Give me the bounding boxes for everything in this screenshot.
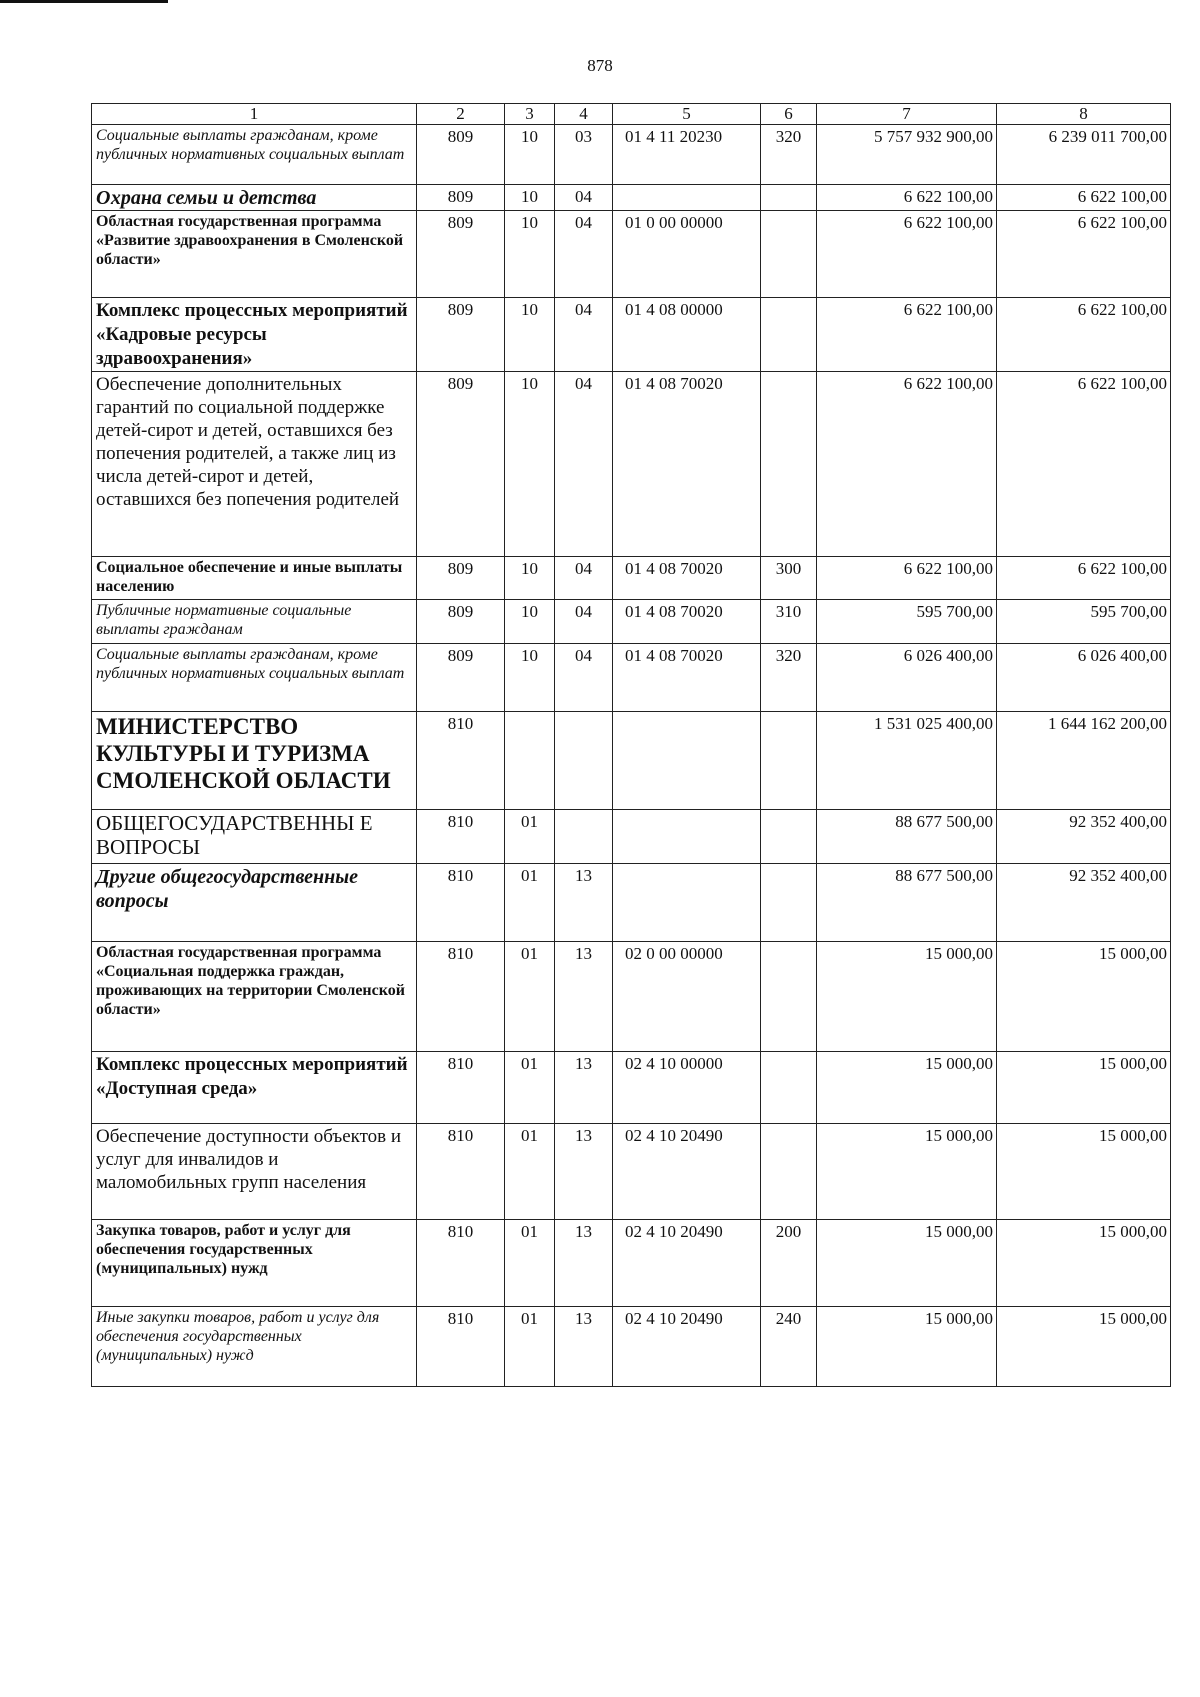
row-admin-code: 809 (417, 557, 505, 600)
row-description: Охрана семьи и детства (92, 185, 417, 211)
row-admin-code: 810 (417, 1307, 505, 1387)
row-target-article: 01 4 08 70020 (613, 557, 761, 600)
row-amount-year1: 15 000,00 (817, 1307, 997, 1387)
row-expense-type: 200 (761, 1220, 817, 1307)
row-admin-code: 809 (417, 211, 505, 298)
row-admin-code: 809 (417, 125, 505, 185)
row-target-article: 01 4 11 20230 (613, 125, 761, 185)
row-expense-type (761, 185, 817, 211)
header-row (92, 104, 1171, 125)
row-description: ОБЩЕГОСУДАРСТВЕННЫ Е ВОПРОСЫ (92, 810, 417, 864)
row-subsection-code: 13 (555, 1124, 613, 1220)
row-amount-year2: 595 700,00 (997, 600, 1171, 644)
row-section-code: 01 (505, 1307, 555, 1387)
row-expense-type (761, 942, 817, 1052)
row-section-code (505, 712, 555, 810)
row-description: Обеспечение доступности объектов и услуг для инвалидов и маломобильных групп населения (92, 1124, 417, 1220)
row-subsection-code: 04 (555, 644, 613, 712)
row-target-article: 01 4 08 70020 (613, 600, 761, 644)
row-amount-year2: 6 622 100,00 (997, 298, 1171, 372)
table-row (92, 1052, 1171, 1124)
row-expense-type (761, 1052, 817, 1124)
row-amount-year1: 595 700,00 (817, 600, 997, 644)
row-target-article (613, 810, 761, 864)
row-description: Областная государственная программа «Развитие здравоохранения в Смоленской области» (92, 211, 417, 298)
row-amount-year2: 6 622 100,00 (997, 557, 1171, 600)
row-amount-year2: 15 000,00 (997, 1220, 1171, 1307)
row-description: Социальные выплаты гражданам, кроме публичных нормативных социальных выплат (92, 644, 417, 712)
row-subsection-code: 04 (555, 211, 613, 298)
row-subsection-code: 13 (555, 864, 613, 942)
table-row (92, 211, 1171, 298)
row-amount-year1: 1 531 025 400,00 (817, 712, 997, 810)
row-expense-type (761, 712, 817, 810)
row-amount-year2: 6 622 100,00 (997, 211, 1171, 298)
row-amount-year2: 15 000,00 (997, 1307, 1171, 1387)
header-cell-7: 7 (817, 104, 997, 125)
table-row (92, 600, 1171, 644)
row-subsection-code: 04 (555, 372, 613, 557)
row-subsection-code: 04 (555, 298, 613, 372)
row-admin-code: 809 (417, 298, 505, 372)
row-admin-code: 810 (417, 1220, 505, 1307)
row-expense-type (761, 864, 817, 942)
row-description: Обеспечение дополнительных гарантий по социальной поддержке детей-сирот и детей, оставшихся без попечения родителей, а также лиц из числа детей-сирот и детей, оставшихся без попечения родителей (92, 372, 417, 557)
row-amount-year2: 6 239 011 700,00 (997, 125, 1171, 185)
row-description: Комплекс процессных мероприятий «Доступная среда» (92, 1052, 417, 1124)
row-section-code: 01 (505, 1124, 555, 1220)
row-amount-year1: 6 622 100,00 (817, 185, 997, 211)
header-cell-3: 3 (505, 104, 555, 125)
table-row (92, 810, 1171, 864)
row-section-code: 10 (505, 557, 555, 600)
table-row (92, 864, 1171, 942)
row-amount-year1: 15 000,00 (817, 942, 997, 1052)
row-description: Социальные выплаты гражданам, кроме публичных нормативных социальных выплат (92, 125, 417, 185)
row-amount-year2: 1 644 162 200,00 (997, 712, 1171, 810)
row-admin-code: 810 (417, 1124, 505, 1220)
row-target-article: 02 4 10 20490 (613, 1220, 761, 1307)
row-expense-type (761, 298, 817, 372)
row-expense-type: 300 (761, 557, 817, 600)
row-amount-year1: 15 000,00 (817, 1052, 997, 1124)
row-target-article: 02 4 10 20490 (613, 1124, 761, 1220)
table-row (92, 712, 1171, 810)
budget-table (91, 103, 1171, 1387)
row-amount-year2: 15 000,00 (997, 1052, 1171, 1124)
header-cell-6: 6 (761, 104, 817, 125)
table-row (92, 557, 1171, 600)
row-section-code: 10 (505, 185, 555, 211)
row-subsection-code (555, 810, 613, 864)
row-amount-year2: 6 026 400,00 (997, 644, 1171, 712)
row-subsection-code: 13 (555, 942, 613, 1052)
top-edge-rule (0, 0, 168, 3)
row-section-code: 01 (505, 864, 555, 942)
row-admin-code: 810 (417, 810, 505, 864)
row-description: МИНИСТЕРСТВО КУЛЬТУРЫ И ТУРИЗМА СМОЛЕНСКОЙ ОБЛАСТИ (92, 712, 417, 810)
row-section-code: 10 (505, 125, 555, 185)
row-subsection-code: 03 (555, 125, 613, 185)
row-target-article (613, 864, 761, 942)
row-admin-code: 809 (417, 600, 505, 644)
row-target-article (613, 712, 761, 810)
row-section-code: 01 (505, 942, 555, 1052)
row-description: Областная государственная программа «Социальная поддержка граждан, проживающих на территории Смоленской области» (92, 942, 417, 1052)
table-row (92, 1220, 1171, 1307)
row-section-code: 10 (505, 298, 555, 372)
table-row (92, 372, 1171, 557)
row-amount-year2: 6 622 100,00 (997, 185, 1171, 211)
row-amount-year1: 15 000,00 (817, 1124, 997, 1220)
row-amount-year1: 6 622 100,00 (817, 298, 997, 372)
row-amount-year1: 6 622 100,00 (817, 372, 997, 557)
row-expense-type: 320 (761, 125, 817, 185)
row-target-article: 01 4 08 70020 (613, 372, 761, 557)
row-amount-year1: 6 622 100,00 (817, 211, 997, 298)
row-expense-type (761, 810, 817, 864)
header-cell-4: 4 (555, 104, 613, 125)
row-section-code: 01 (505, 1220, 555, 1307)
row-section-code: 10 (505, 211, 555, 298)
row-target-article: 02 4 10 00000 (613, 1052, 761, 1124)
row-amount-year1: 6 026 400,00 (817, 644, 997, 712)
row-amount-year1: 5 757 932 900,00 (817, 125, 997, 185)
row-target-article: 02 4 10 20490 (613, 1307, 761, 1387)
row-subsection-code (555, 712, 613, 810)
row-description: Закупка товаров, работ и услуг для обеспечения государственных (муниципальных) нужд (92, 1220, 417, 1307)
table-row (92, 644, 1171, 712)
row-section-code: 01 (505, 1052, 555, 1124)
row-target-article: 01 4 08 00000 (613, 298, 761, 372)
row-section-code: 01 (505, 810, 555, 864)
page-number: 878 (587, 56, 613, 75)
row-subsection-code: 13 (555, 1307, 613, 1387)
row-amount-year2: 15 000,00 (997, 1124, 1171, 1220)
row-expense-type (761, 211, 817, 298)
row-amount-year2: 92 352 400,00 (997, 810, 1171, 864)
table-row (92, 1124, 1171, 1220)
row-amount-year1: 88 677 500,00 (817, 864, 997, 942)
row-subsection-code: 04 (555, 185, 613, 211)
row-admin-code: 810 (417, 1052, 505, 1124)
row-admin-code: 810 (417, 864, 505, 942)
row-amount-year2: 6 622 100,00 (997, 372, 1171, 557)
row-expense-type: 310 (761, 600, 817, 644)
row-description: Социальное обеспечение и иные выплаты населению (92, 557, 417, 600)
row-expense-type: 320 (761, 644, 817, 712)
table-row (92, 125, 1171, 185)
table-body (92, 104, 1171, 1387)
row-admin-code: 810 (417, 712, 505, 810)
header-cell-2: 2 (417, 104, 505, 125)
row-admin-code: 809 (417, 644, 505, 712)
row-description: Другие общегосударственные вопросы (92, 864, 417, 942)
row-description: Публичные нормативные социальные выплаты гражданам (92, 600, 417, 644)
row-amount-year1: 15 000,00 (817, 1220, 997, 1307)
row-section-code: 10 (505, 372, 555, 557)
row-admin-code: 809 (417, 185, 505, 211)
row-subsection-code: 13 (555, 1220, 613, 1307)
row-target-article: 02 0 00 00000 (613, 942, 761, 1052)
row-expense-type (761, 372, 817, 557)
row-admin-code: 810 (417, 942, 505, 1052)
row-subsection-code: 04 (555, 600, 613, 644)
header-cell-1: 1 (92, 104, 417, 125)
table-row (92, 185, 1171, 211)
row-expense-type (761, 1124, 817, 1220)
row-subsection-code: 13 (555, 1052, 613, 1124)
row-amount-year1: 6 622 100,00 (817, 557, 997, 600)
row-admin-code: 809 (417, 372, 505, 557)
table-row (92, 1307, 1171, 1387)
row-amount-year2: 92 352 400,00 (997, 864, 1171, 942)
row-description: Комплекс процессных мероприятий «Кадровые ресурсы здравоохранения» (92, 298, 417, 372)
row-expense-type: 240 (761, 1307, 817, 1387)
row-target-article: 01 4 08 70020 (613, 644, 761, 712)
row-target-article: 01 0 00 00000 (613, 211, 761, 298)
row-description: Иные закупки товаров, работ и услуг для обеспечения государственных (муниципальных) нужд (92, 1307, 417, 1387)
table-row (92, 298, 1171, 372)
row-amount-year1: 88 677 500,00 (817, 810, 997, 864)
row-target-article (613, 185, 761, 211)
row-section-code: 10 (505, 600, 555, 644)
header-cell-8: 8 (997, 104, 1171, 125)
row-amount-year2: 15 000,00 (997, 942, 1171, 1052)
row-section-code: 10 (505, 644, 555, 712)
table-row (92, 942, 1171, 1052)
row-subsection-code: 04 (555, 557, 613, 600)
header-cell-5: 5 (613, 104, 761, 125)
